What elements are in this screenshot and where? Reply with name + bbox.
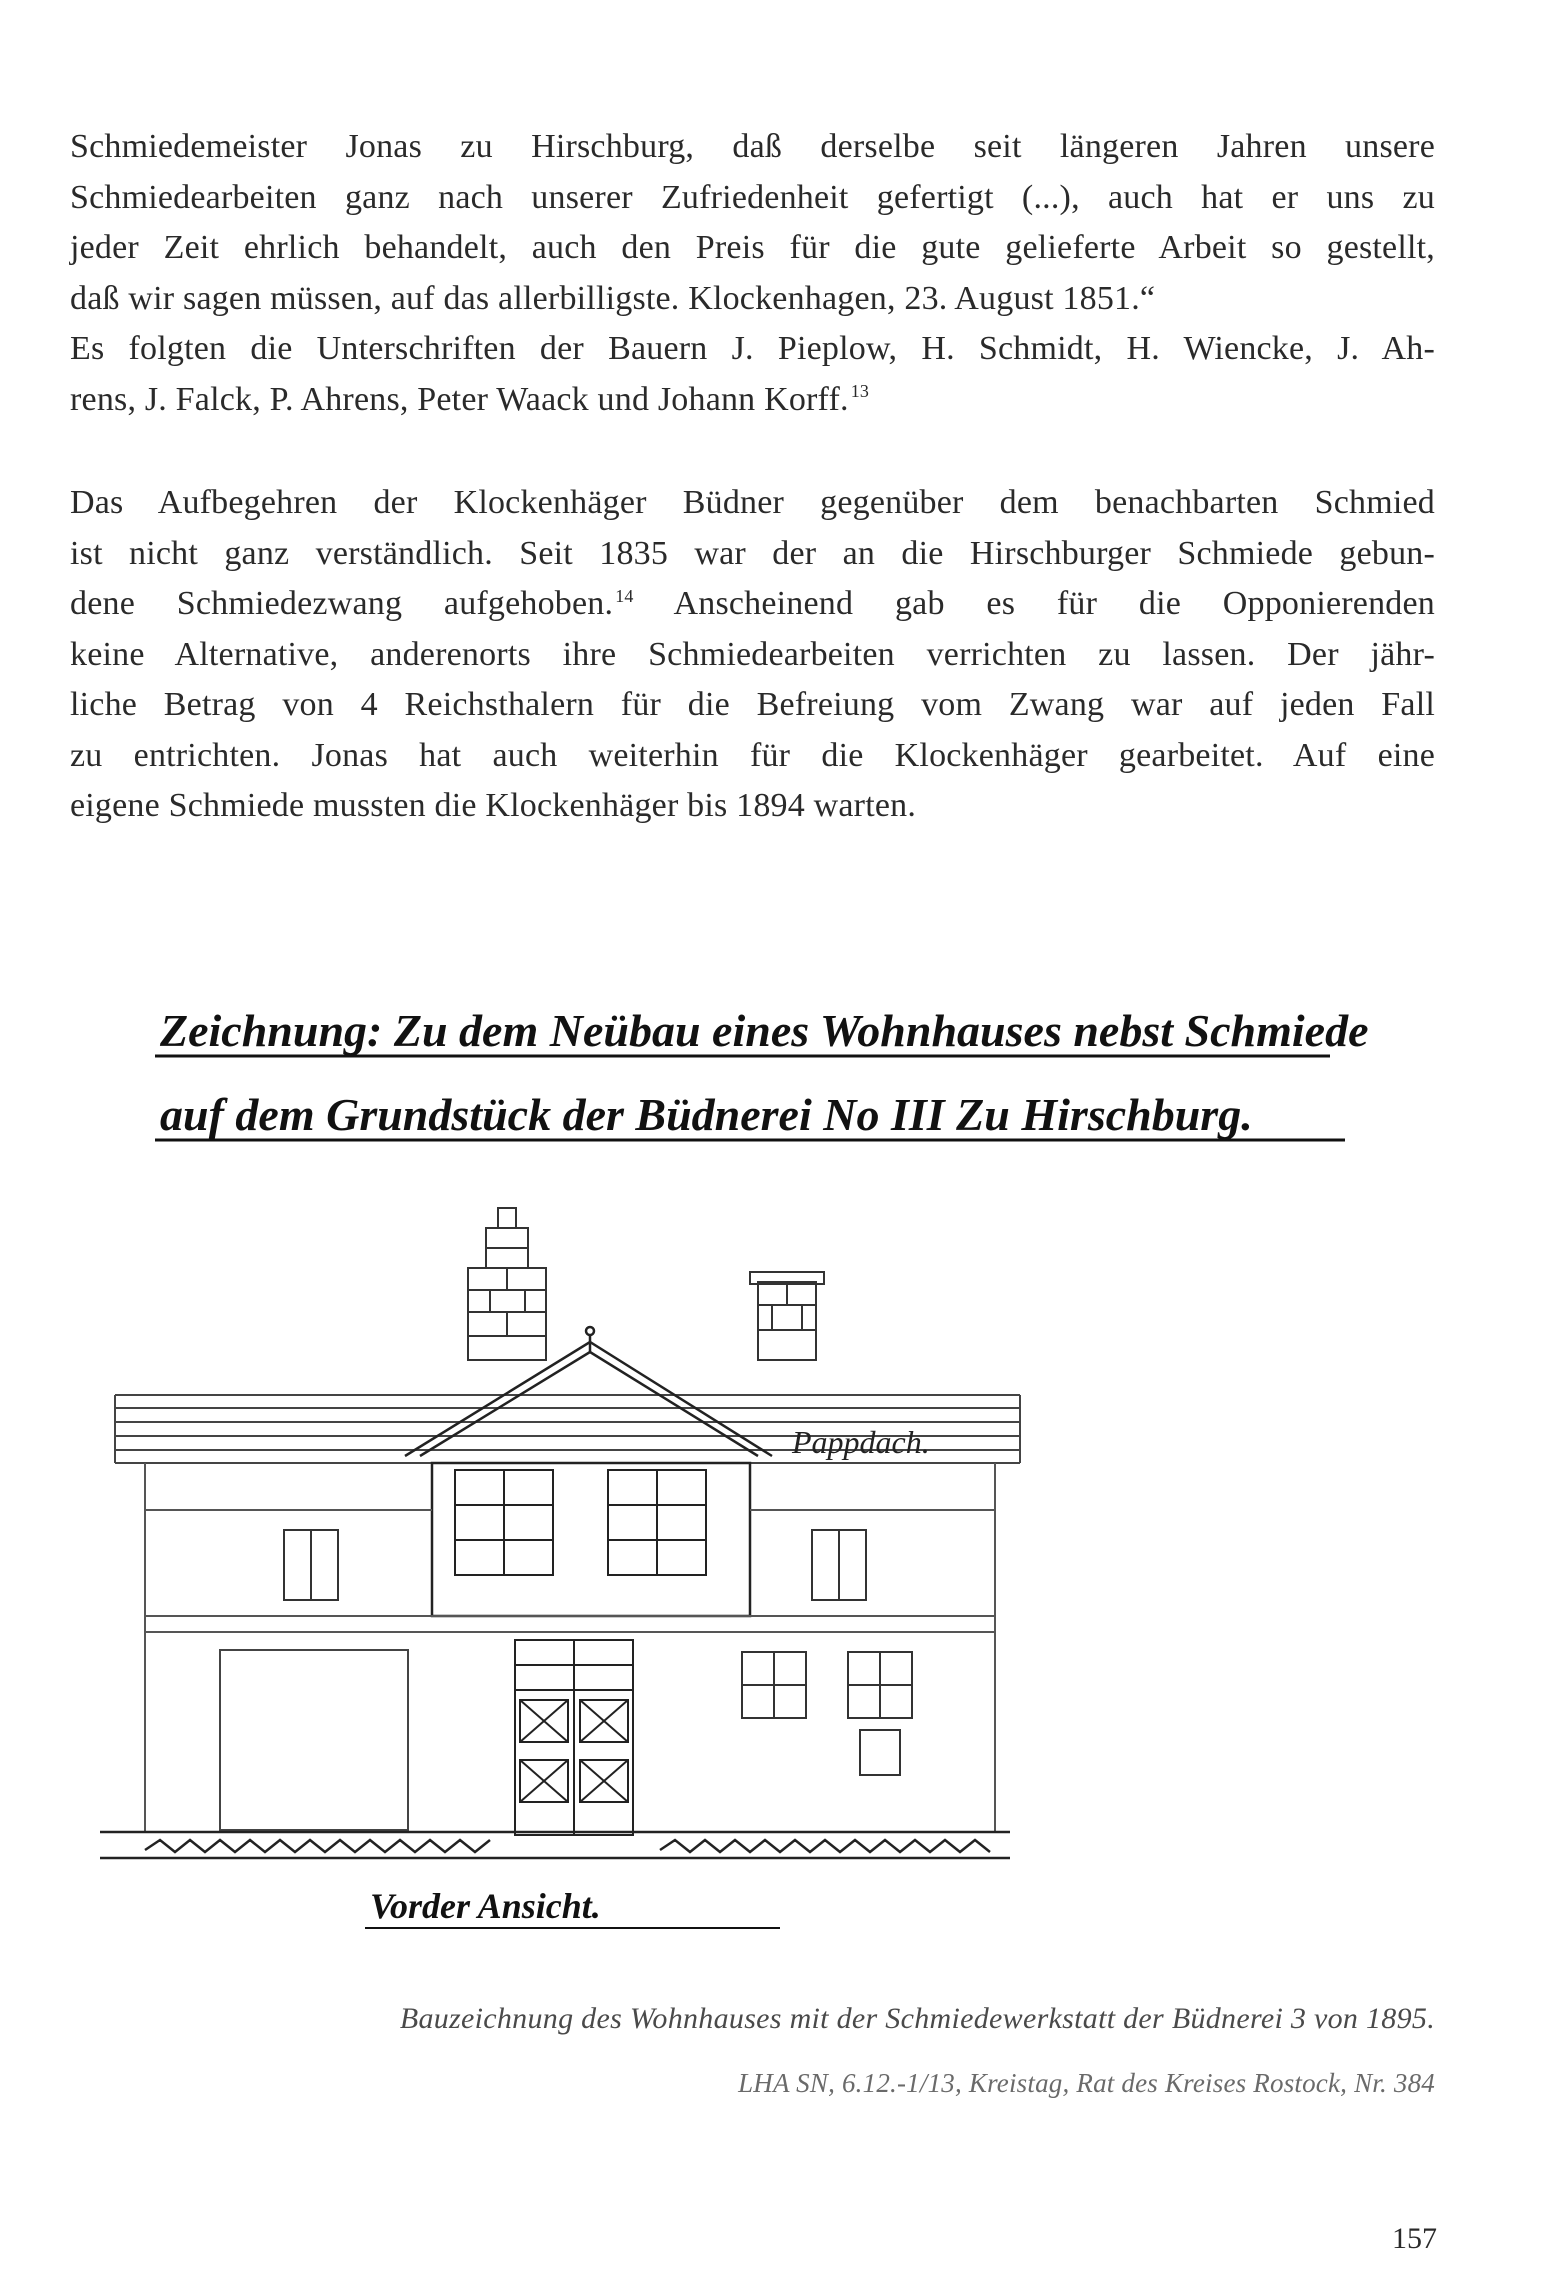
paragraph-quote-continuation <box>70 122 1435 425</box>
footnote-reference: 14 <box>615 585 634 606</box>
view-label: Vorder Ansicht. <box>370 1886 601 1926</box>
text-line: Das Aufbegehren der Klockenhäger Büdner gegenüber dem benachbarten Schmied <box>70 484 1435 521</box>
text-line: daß wir sagen müssen, auf das allerbilligste. Klockenhagen, 23. August 1851.“ <box>70 279 1156 317</box>
text-line: jeder Zeit ehrlich behandelt, auch den Preis für die gute gelieferte Arbeit so gestellt, <box>70 229 1435 266</box>
text-line: ist nicht ganz verständlich. Seit 1835 war der an die Hirschburger Schmiede gebun- <box>70 534 1435 572</box>
page-number: 157 <box>1392 2222 1437 2255</box>
text-line: liche Betrag von 4 Reichsthalern für die Befreiung vom Zwang war auf jeden Fall <box>70 686 1435 723</box>
paragraph-discussion <box>70 478 1435 832</box>
workshop-door <box>220 1650 408 1830</box>
text-line <box>70 579 1435 630</box>
roof-material-label: Pappdach. <box>792 1424 930 1460</box>
house-elevation-drawing <box>60 960 1480 1960</box>
dormer-windows <box>455 1470 706 1575</box>
text-line: Schmiedemeister Jonas zu Hirschburg, daß derselbe seit längeren Jahren unsere <box>70 128 1435 165</box>
footnote-reference: 13 <box>850 381 870 402</box>
text-line-content: rens, J. Falck, P. Ahrens, Peter Waack und Johann Korff. <box>70 380 849 418</box>
text-line: Es folgten die Unterschriften der Bauern J. Pieplow, H. Schmidt, H. Wiencke, J. Ah- <box>70 330 1435 367</box>
upper-side-windows <box>284 1530 866 1600</box>
front-double-door <box>515 1640 633 1835</box>
chimney-left <box>468 1208 546 1360</box>
text-line: Schmiedearbeiten ganz nach unserer Zufriedenheit gefertigt (...), auch hat er uns zu <box>70 178 1435 216</box>
text-line: zu entrichten. Jonas hat auch weiterhin für die Klockenhäger gearbeitet. Auf eine <box>70 736 1435 774</box>
figure-caption: Bauzeichnung des Wohnhauses mit der Schmiedewerkstatt der Büdnerei 3 von 1895. <box>399 2002 1435 2035</box>
text-line-content: Anscheinend gab es für die Opponierenden <box>633 585 1435 622</box>
drawing-title-line-1: Zeichnung: Zu dem Neübau eines Wohnhauses nebst Schmiede <box>160 1005 1369 1056</box>
architectural-drawing-figure <box>60 960 1480 1960</box>
text-line <box>70 375 1435 426</box>
house-facade <box>145 1463 995 1832</box>
text-line: keine Alternative, anderenorts ihre Schmiedearbeiten verrichten zu lassen. Der jähr- <box>70 635 1435 673</box>
dormer-gable <box>405 1327 772 1616</box>
text-line-content: dene Schmiedezwang aufgehoben. <box>70 585 614 622</box>
drawing-title-line-2: auf dem Grundstück der Büdnerei No III Zu Hirschburg. <box>160 1089 1253 1140</box>
chimney-right <box>750 1272 824 1360</box>
ground-floor-windows <box>742 1652 912 1775</box>
figure-source-reference: LHA SN, 6.12.-1/13, Kreistag, Rat des Kreises Rostock, Nr. 384 <box>738 2068 1435 2098</box>
text-line: eigene Schmiede mussten die Klockenhäger bis 1894 warten. <box>70 787 917 824</box>
